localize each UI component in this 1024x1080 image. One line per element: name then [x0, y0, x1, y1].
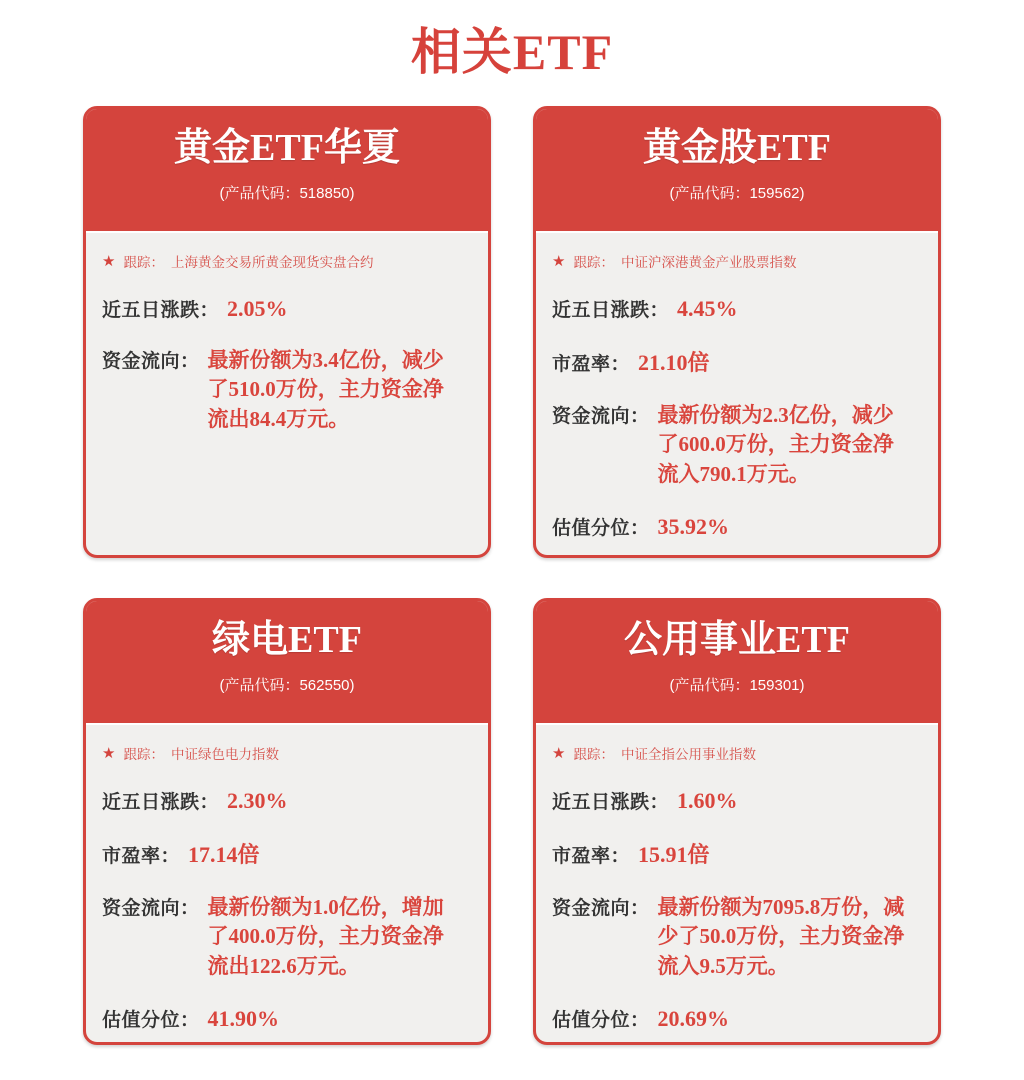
etf-card-utilities-etf — [533, 598, 941, 1045]
valuation-percentile-value: 35.92% — [657, 514, 730, 540]
change5d-label: 近五日涨跌： — [552, 300, 670, 321]
pe-row — [102, 838, 474, 869]
card-body — [86, 725, 488, 1032]
star-icon: ★ — [102, 252, 116, 270]
fund-flow-label: 资金流向： — [102, 351, 200, 372]
etf-product-code: (产品代码：562550) — [219, 676, 355, 694]
etf-product-code: (产品代码：159301) — [669, 676, 805, 694]
tracking-row — [102, 743, 474, 763]
card-header — [536, 109, 938, 233]
change5d-label: 近五日涨跌： — [552, 792, 670, 813]
valuation-percentile-label: 估值分位： — [102, 1010, 200, 1032]
tracking-label: 跟踪： — [573, 255, 614, 270]
page-title: 相关ETF — [410, 24, 614, 80]
change5d-row — [552, 787, 924, 814]
change5d-value: 2.30% — [227, 788, 288, 813]
tracking-index-name: 中证沪深港黄金产业股票指数 — [620, 255, 797, 270]
star-icon: ★ — [552, 252, 566, 270]
change5d-row — [102, 295, 474, 322]
card-body — [536, 725, 938, 1032]
card-header — [86, 109, 488, 233]
valuation-percentile-label: 估值分位： — [552, 1010, 650, 1032]
tracking-index-name: 中证全指公用事业指数 — [620, 747, 756, 762]
etf-card-gold-etf-huaxia — [83, 106, 491, 558]
fund-flow-value: 最新份额为1.0亿份，增加了400.0万份，主力资金净流出122.6万元。 — [207, 895, 444, 978]
tracking-label: 跟踪： — [573, 747, 614, 762]
pe-label: 市盈率： — [102, 846, 181, 867]
change5d-value: 4.45% — [677, 296, 738, 321]
fund-flow-label: 资金流向： — [552, 898, 650, 919]
valuation-percentile-value: 20.69% — [657, 1006, 730, 1032]
tracking-row — [552, 743, 924, 763]
star-icon: ★ — [552, 744, 566, 762]
fund-flow-label: 资金流向： — [552, 406, 650, 427]
tracking-index-name: 中证绿色电力指数 — [170, 747, 279, 762]
pe-row — [552, 838, 924, 869]
fund-flow-value: 最新份额为2.3亿份，减少了600.0万份，主力资金净流入790.1万元。 — [657, 403, 894, 486]
change5d-value: 2.05% — [227, 296, 288, 321]
change5d-label: 近五日涨跌： — [102, 792, 220, 813]
valuation-percentile-row — [102, 1005, 474, 1032]
change5d-value: 1.60% — [677, 788, 738, 813]
pe-value: 17.14倍 — [188, 842, 260, 867]
valuation-percentile-row — [552, 1005, 924, 1032]
card-body — [86, 233, 488, 434]
valuation-percentile-row — [552, 513, 924, 540]
star-icon: ★ — [102, 744, 116, 762]
pe-value: 15.91倍 — [638, 842, 710, 867]
etf-card-green-power-etf — [83, 598, 491, 1045]
etf-product-code: (产品代码：159562) — [669, 184, 805, 202]
etf-product-code: (产品代码：518850) — [219, 184, 355, 202]
etf-card-gold-stock-etf — [533, 106, 941, 558]
etf-title: 绿电ETF — [212, 619, 362, 661]
pe-label: 市盈率： — [552, 846, 631, 867]
valuation-percentile-value: 41.90% — [207, 1006, 280, 1032]
etf-title: 黄金股ETF — [643, 127, 831, 169]
pe-value: 21.10倍 — [638, 350, 710, 375]
valuation-percentile-label: 估值分位： — [552, 518, 650, 540]
change5d-label: 近五日涨跌： — [102, 300, 220, 321]
pe-label: 市盈率： — [552, 354, 631, 375]
fund-flow-label: 资金流向： — [102, 898, 200, 919]
tracking-label: 跟踪： — [123, 255, 164, 270]
card-header — [536, 601, 938, 725]
etf-title: 公用事业ETF — [624, 619, 850, 661]
etf-cards-grid — [0, 106, 1024, 1045]
fund-flow-row — [552, 401, 924, 489]
change5d-row — [102, 787, 474, 814]
tracking-row — [552, 251, 924, 271]
fund-flow-row — [552, 893, 924, 981]
fund-flow-row — [102, 893, 474, 981]
tracking-label: 跟踪： — [123, 747, 164, 762]
card-header — [86, 601, 488, 725]
fund-flow-value: 最新份额为7095.8万份，减少了50.0万份，主力资金净流入9.5万元。 — [657, 895, 905, 978]
fund-flow-value: 最新份额为3.4亿份，减少了510.0万份，主力资金净流出84.4万元。 — [207, 348, 444, 431]
card-body — [536, 233, 938, 540]
tracking-row — [102, 251, 474, 271]
tracking-index-name: 上海黄金交易所黄金现货实盘合约 — [170, 255, 374, 270]
change5d-row — [552, 295, 924, 322]
fund-flow-row — [102, 346, 474, 434]
pe-row — [552, 346, 924, 377]
etf-title: 黄金ETF华夏 — [174, 127, 400, 169]
